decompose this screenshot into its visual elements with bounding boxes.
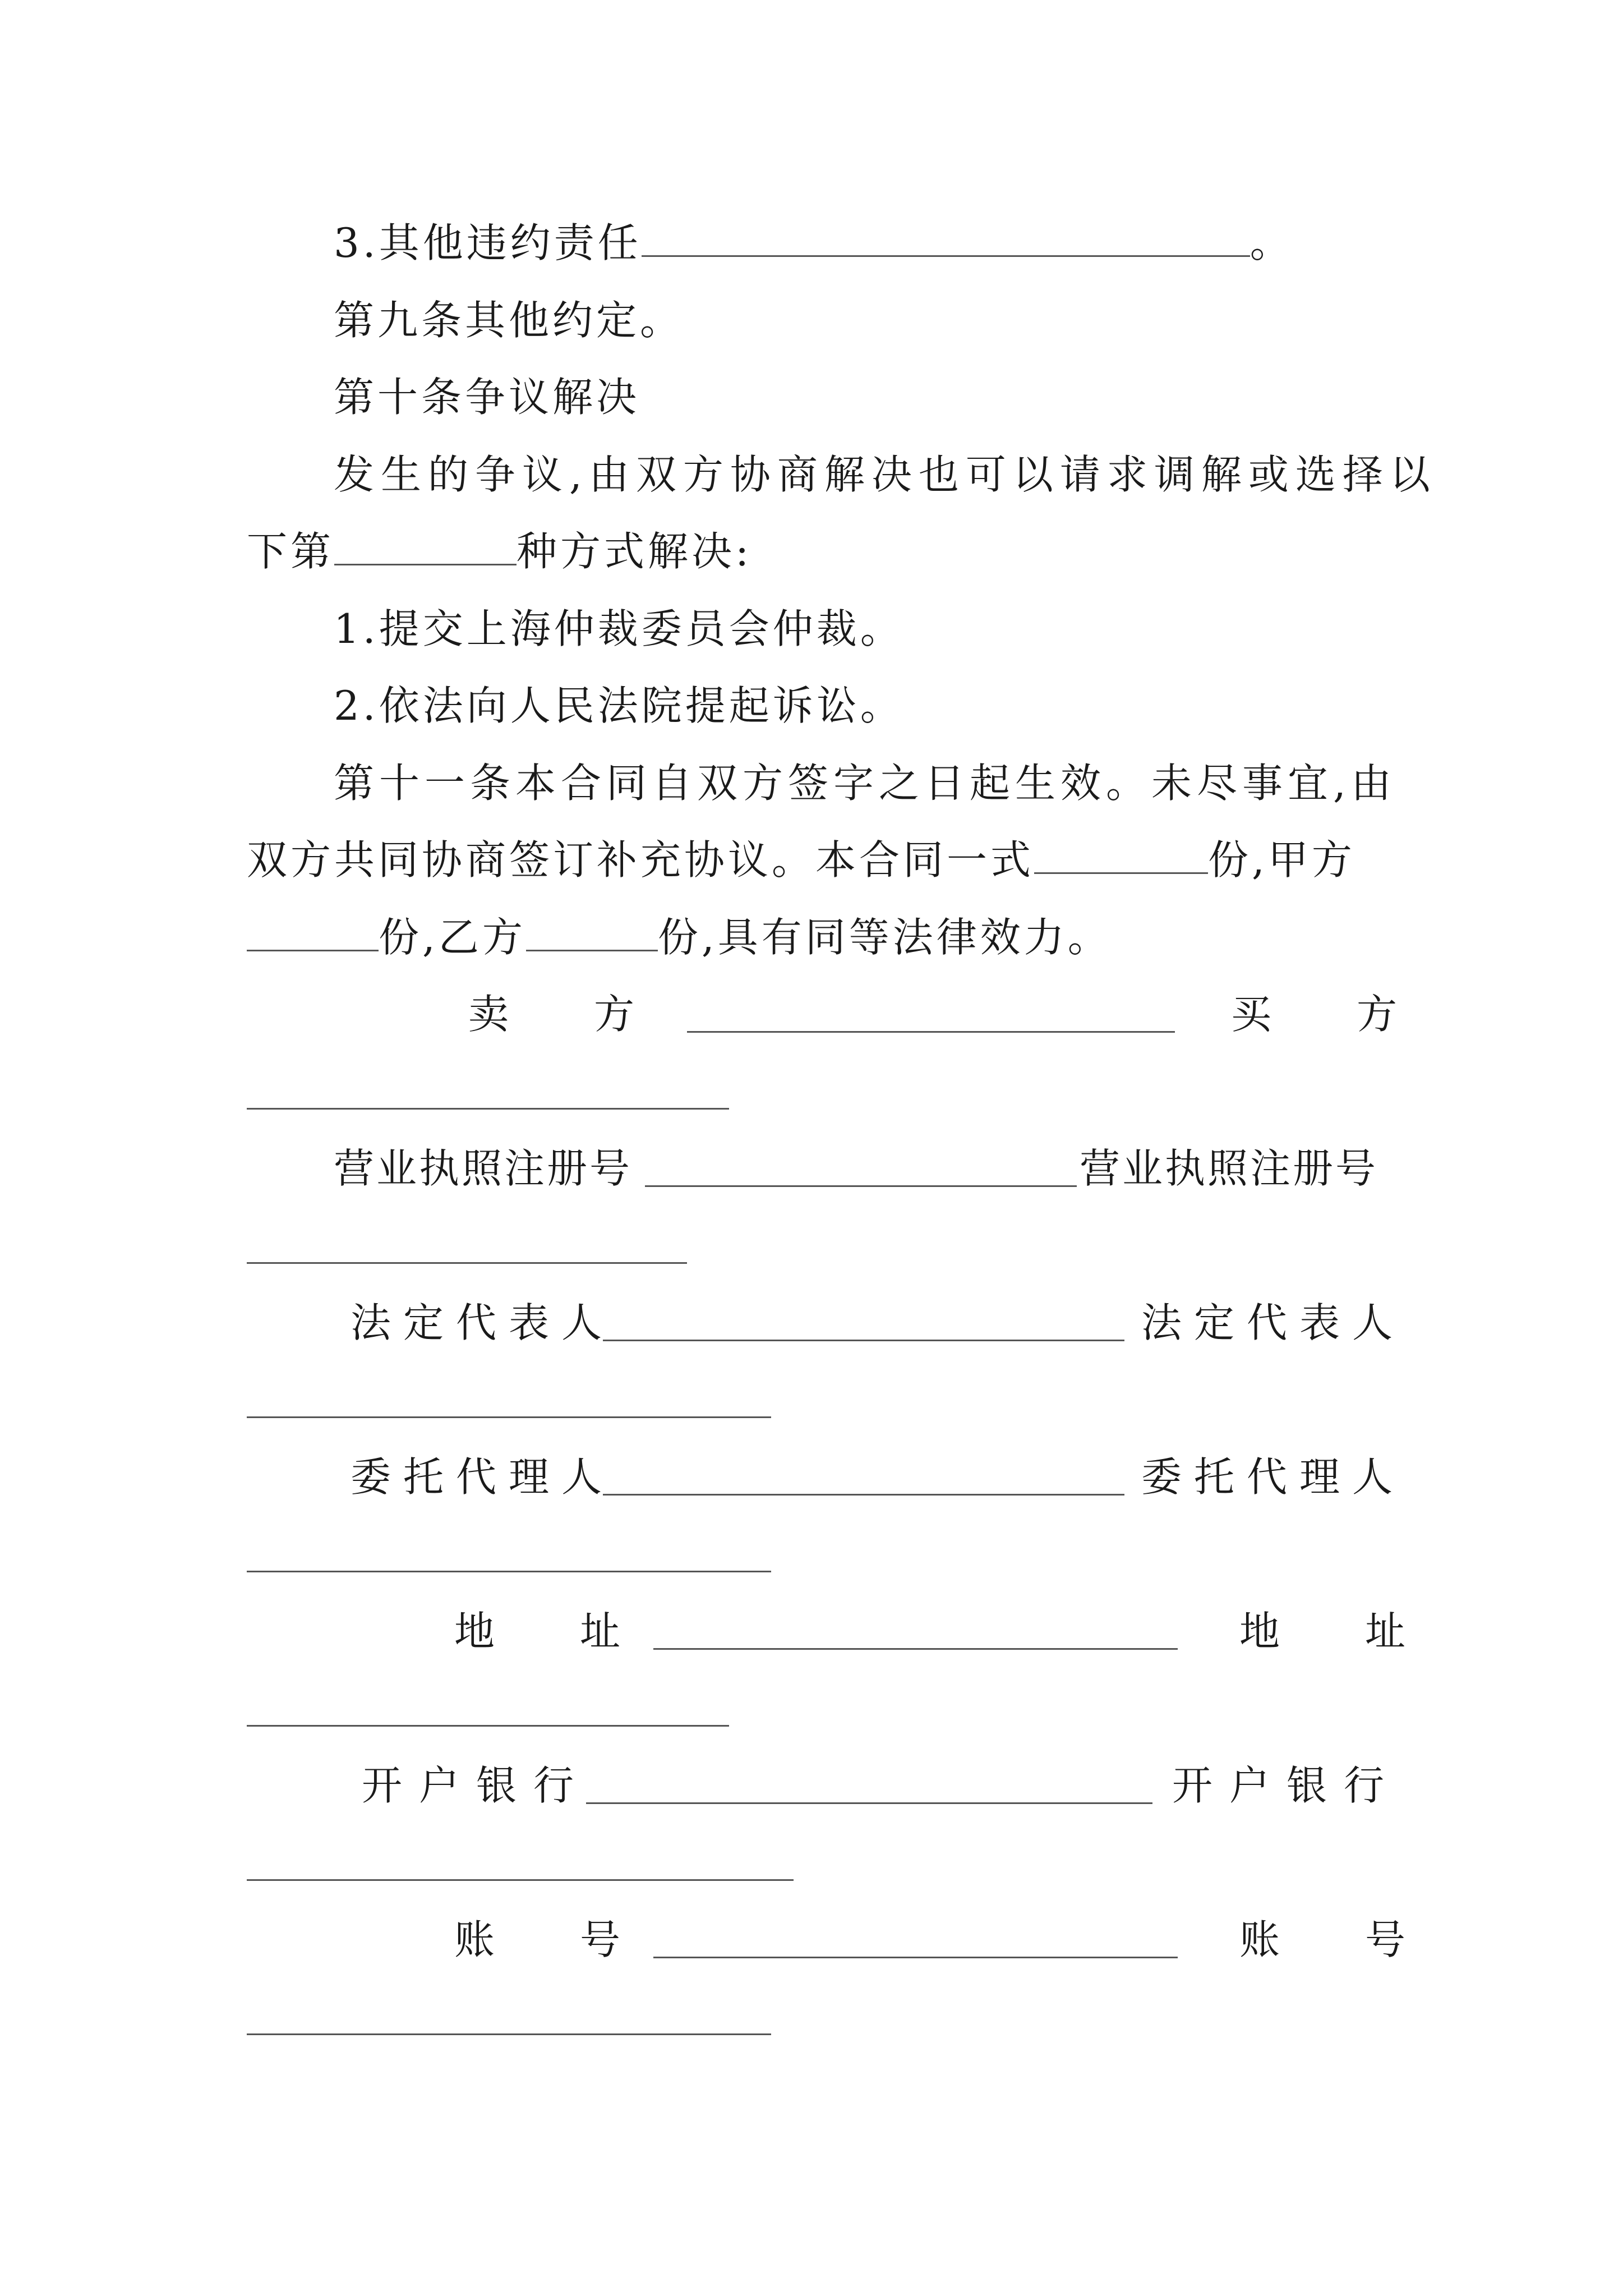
seller-license-label: 营业执照注册号: [334, 1145, 633, 1192]
option-1: 1.提交上海仲裁委员会仲裁。: [334, 605, 904, 652]
dispute-paragraph-line1: 发生的争议,由双方协商解决也可以请求调解或选择以: [334, 451, 1437, 498]
blank-field[interactable]: [1034, 838, 1208, 874]
seller-agent-line[interactable]: [603, 1494, 1124, 1496]
seller-name-line[interactable]: [687, 1031, 1175, 1033]
seller-address-label: 地 址: [454, 1608, 643, 1655]
text-segment: 份,甲方: [1208, 836, 1355, 884]
article-11-line2: [247, 833, 1355, 887]
blank-field[interactable]: [642, 220, 1250, 257]
buyer-label: 买 方: [1231, 991, 1420, 1038]
article-10-heading: 第十条争议解决: [334, 374, 640, 421]
seller-license-line[interactable]: [645, 1185, 1077, 1187]
text-segment: 种方式解决:: [517, 528, 753, 575]
article-9-heading: 第九条其他约定。: [334, 297, 684, 344]
seller-bank-line[interactable]: [586, 1802, 1152, 1804]
buyer-agent-label: 委托代理人: [1141, 1453, 1405, 1501]
seller-agent-label: 委托代理人: [351, 1453, 615, 1501]
buyer-bank-label: 开户银行: [1172, 1762, 1401, 1809]
text-segment: 双方共同协商签订补充协议。本合同一式: [247, 836, 1035, 884]
text-segment: 份,乙方: [379, 914, 526, 961]
clause-end: 。: [1249, 219, 1294, 266]
clause-text: 3.其他违约责任: [334, 219, 642, 266]
seller-bank-label: 开户银行: [362, 1762, 591, 1809]
clause-other-liability: [334, 216, 1294, 270]
blank-field[interactable]: [334, 529, 517, 565]
seller-account-line[interactable]: [653, 1957, 1178, 1958]
buyer-legal-rep-label: 法定代表人: [1141, 1299, 1405, 1346]
text-segment: 份,具有同等法律效力。: [657, 914, 1112, 961]
article-11-line1: 第十一条本合同自双方签字之日起生效。未尽事宜,由: [334, 760, 1396, 807]
buyer-license-label: 营业执照注册号: [1080, 1145, 1378, 1192]
seller-legal-rep-line[interactable]: [603, 1340, 1124, 1341]
buyer-bank-line[interactable]: [247, 1879, 794, 1881]
buyer-legal-rep-line[interactable]: [247, 1416, 771, 1418]
seller-legal-rep-label: 法定代表人: [351, 1299, 615, 1346]
blank-field[interactable]: [526, 915, 658, 951]
option-2: 2.依法向人民法院提起诉讼。: [334, 682, 904, 729]
buyer-name-line[interactable]: [247, 1108, 729, 1110]
article-11-line3: [247, 910, 1112, 964]
buyer-account-label: 账 号: [1239, 1916, 1428, 1963]
buyer-address-line[interactable]: [247, 1725, 729, 1727]
seller-account-label: 账 号: [454, 1916, 643, 1963]
buyer-license-line[interactable]: [247, 1262, 687, 1264]
seller-label: 卖 方: [468, 991, 657, 1038]
text-segment: 下第: [247, 528, 335, 575]
blank-field[interactable]: [247, 915, 379, 951]
buyer-account-line[interactable]: [247, 2033, 771, 2035]
buyer-agent-line[interactable]: [247, 1571, 771, 1572]
seller-address-line[interactable]: [653, 1648, 1178, 1650]
dispute-paragraph-line2: [247, 524, 752, 578]
buyer-address-label: 地 址: [1239, 1608, 1428, 1655]
